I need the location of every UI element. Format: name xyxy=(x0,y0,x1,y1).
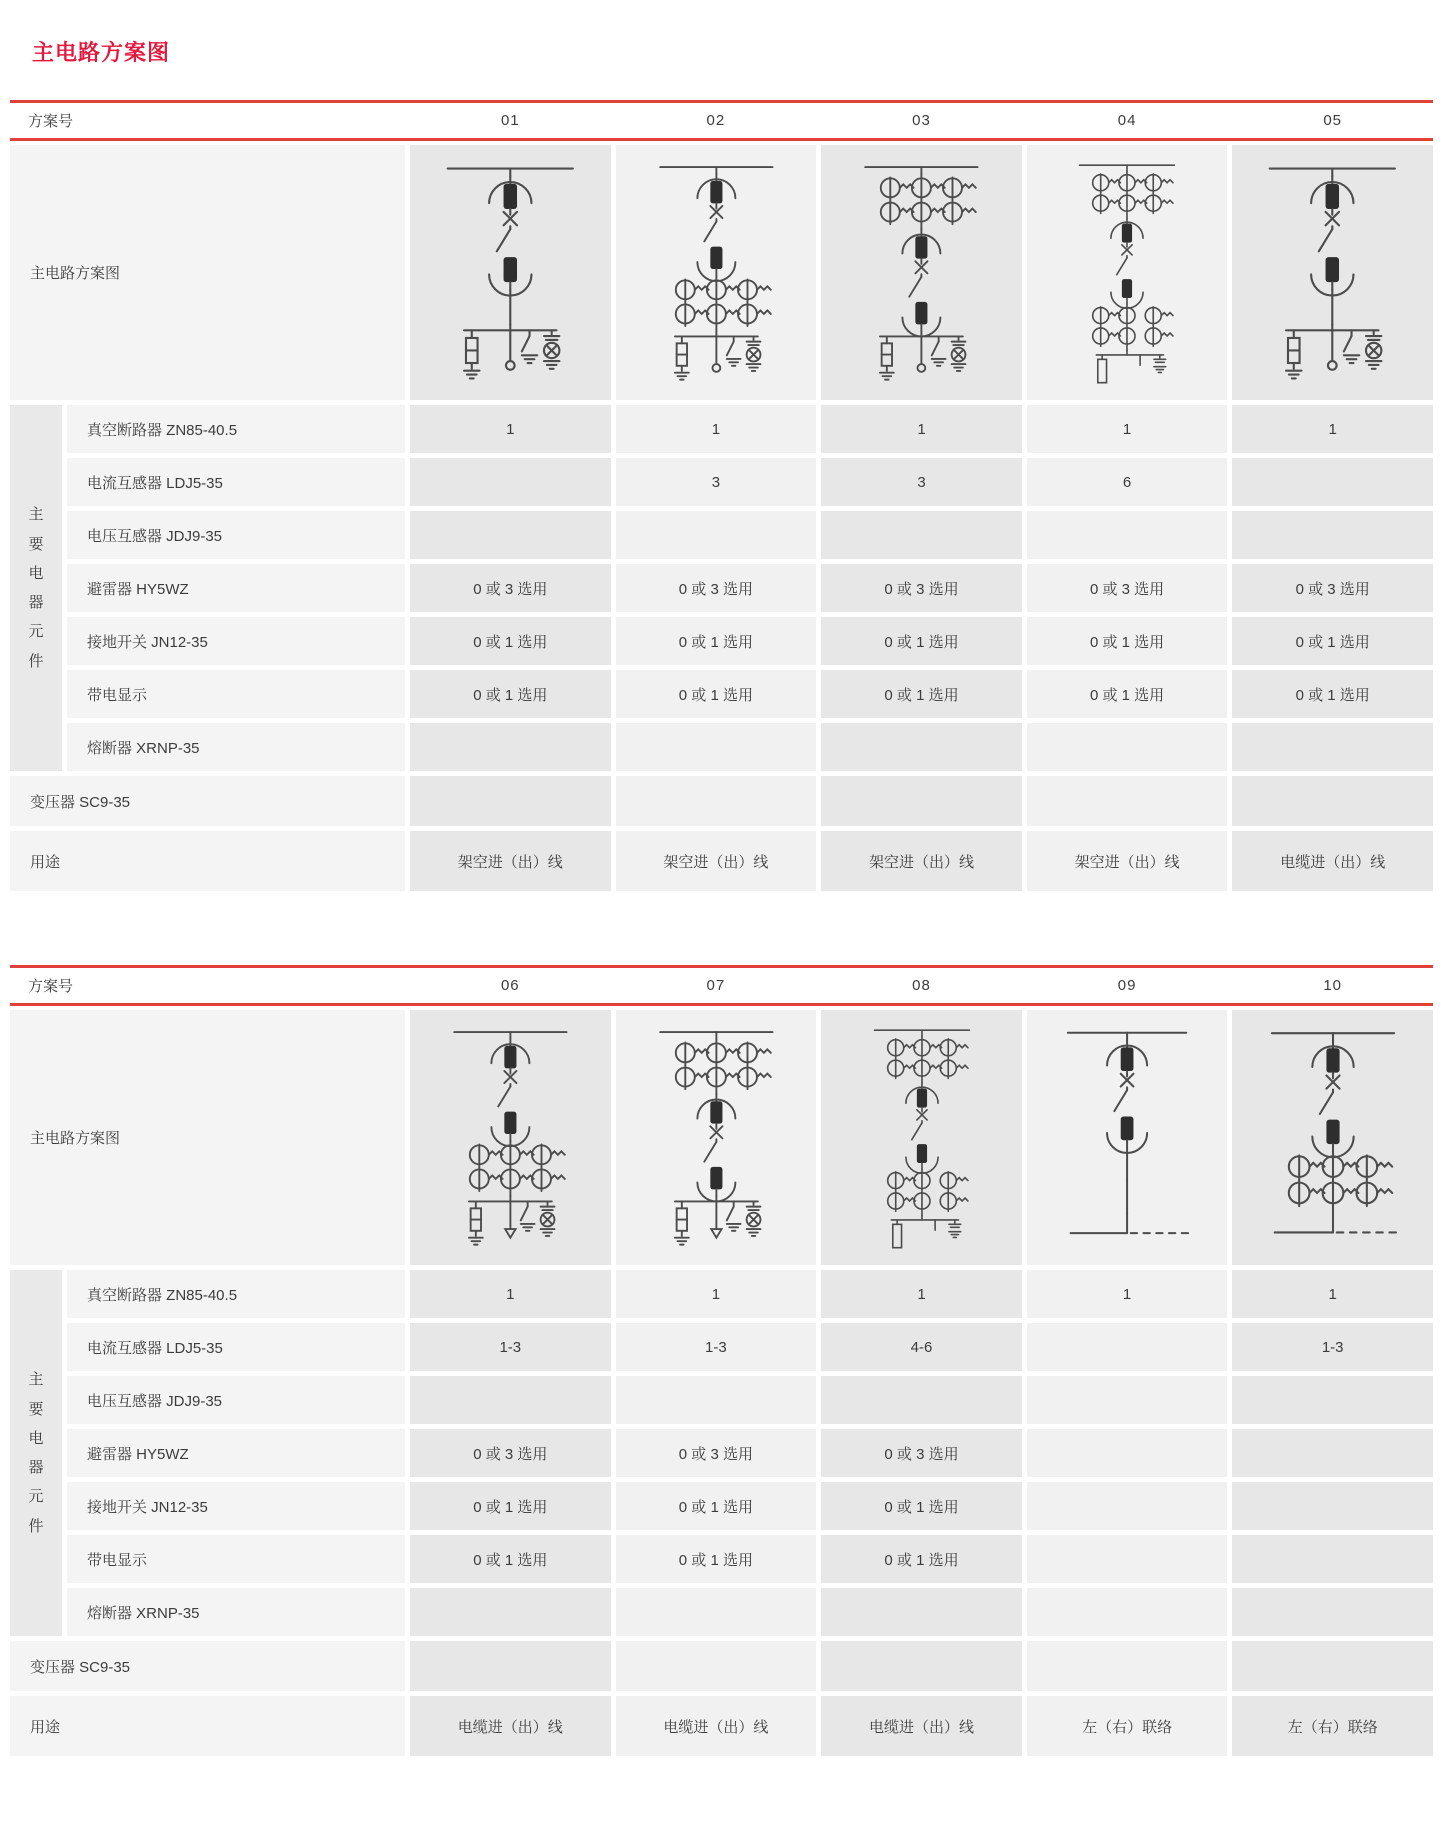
component-value: 0 或 1 选用 xyxy=(616,670,817,718)
component-value: 1 xyxy=(1232,405,1433,453)
component-value xyxy=(1232,458,1433,506)
scheme-01-diagram xyxy=(410,145,611,400)
component-value xyxy=(1027,1376,1228,1424)
transformer-value xyxy=(410,1641,611,1691)
component-value: 0 或 3 选用 xyxy=(1027,564,1228,612)
component-value xyxy=(410,458,611,506)
component-label: 电流互感器 LDJ5-35 xyxy=(67,1323,405,1371)
component-value xyxy=(1232,1588,1433,1636)
component-value xyxy=(410,511,611,559)
component-label: 避雷器 HY5WZ xyxy=(67,564,405,612)
scheme-03-diagram xyxy=(821,145,1022,400)
component-value: 1-3 xyxy=(616,1323,817,1371)
component-value: 0 或 1 选用 xyxy=(410,670,611,718)
component-value: 0 或 3 选用 xyxy=(821,1429,1022,1477)
component-value: 6 xyxy=(1027,458,1228,506)
transformer-value xyxy=(821,1641,1022,1691)
usage-value: 左（右）联络 xyxy=(1027,1696,1228,1756)
component-value xyxy=(821,1588,1022,1636)
component-value: 0 或 1 选用 xyxy=(616,617,817,665)
component-value xyxy=(1027,1588,1228,1636)
component-value: 1 xyxy=(410,1270,611,1318)
scheme-number-05: 05 xyxy=(1323,112,1343,129)
component-value xyxy=(410,723,611,771)
component-value: 3 xyxy=(616,458,817,506)
component-value xyxy=(616,511,817,559)
component-value xyxy=(1232,1429,1433,1477)
component-value: 0 或 1 选用 xyxy=(821,1535,1022,1583)
component-value: 0 或 3 选用 xyxy=(1232,564,1433,612)
usage-value: 电缆进（出）线 xyxy=(821,1696,1022,1756)
diagram-row-label: 主电路方案图 xyxy=(10,1010,405,1265)
usage-label: 用途 xyxy=(10,831,405,891)
scheme-number-02: 02 xyxy=(706,112,726,129)
component-label: 接地开关 JN12-35 xyxy=(67,617,405,665)
scheme-number-09: 09 xyxy=(1117,977,1137,994)
component-value: 0 或 1 选用 xyxy=(821,670,1022,718)
transformer-value xyxy=(1027,1641,1228,1691)
scheme-08-diagram xyxy=(821,1010,1022,1265)
usage-value: 架空进（出）线 xyxy=(616,831,817,891)
scheme-table-06-10 xyxy=(10,965,1433,1756)
component-value: 0 或 1 选用 xyxy=(616,1482,817,1530)
scheme-04-diagram xyxy=(1027,145,1228,400)
component-label: 熔断器 XRNP-35 xyxy=(67,723,405,771)
component-value xyxy=(821,723,1022,771)
scheme-no-label: 方案号 xyxy=(28,978,74,995)
scheme-06-diagram xyxy=(410,1010,611,1265)
component-value: 3 xyxy=(821,458,1022,506)
component-value: 1 xyxy=(616,1270,817,1318)
scheme-number-07: 07 xyxy=(706,977,726,994)
component-value: 0 或 3 选用 xyxy=(616,564,817,612)
transformer-value xyxy=(616,1641,817,1691)
usage-value: 架空进（出）线 xyxy=(1027,831,1228,891)
component-value xyxy=(1232,723,1433,771)
transformer-value xyxy=(1232,776,1433,826)
scheme-table-01-05 xyxy=(10,100,1433,891)
component-label: 带电显示 xyxy=(67,1535,405,1583)
scheme-number-03: 03 xyxy=(912,112,931,129)
scheme-number-04: 04 xyxy=(1117,112,1137,129)
diagram-row-label: 主电路方案图 xyxy=(10,145,405,400)
component-value: 1-3 xyxy=(410,1323,611,1371)
component-value: 1 xyxy=(821,405,1022,453)
transformer-label: 变压器 SC9-35 xyxy=(10,1641,405,1691)
component-value: 0 或 1 选用 xyxy=(821,617,1022,665)
component-group-label: 主 要 电 器 元 件 xyxy=(10,1270,62,1636)
component-label: 避雷器 HY5WZ xyxy=(67,1429,405,1477)
component-value: 0 或 3 选用 xyxy=(821,564,1022,612)
component-value xyxy=(821,511,1022,559)
component-value xyxy=(1232,1535,1433,1583)
single-line-diagram-svg xyxy=(1236,155,1429,390)
component-value xyxy=(1027,1429,1228,1477)
single-line-diagram-svg xyxy=(630,155,803,390)
scheme-02-diagram xyxy=(616,145,817,400)
component-value: 1 xyxy=(821,1270,1022,1318)
component-value: 1 xyxy=(616,405,817,453)
transformer-value xyxy=(821,776,1022,826)
component-value: 0 或 3 选用 xyxy=(616,1429,817,1477)
component-value xyxy=(821,1376,1022,1424)
usage-value: 电缆进（出）线 xyxy=(616,1696,817,1756)
component-value: 1 xyxy=(1027,1270,1228,1318)
transformer-value xyxy=(1232,1641,1433,1691)
single-line-diagram-svg xyxy=(835,155,1008,390)
single-line-diagram-svg xyxy=(424,1020,597,1255)
component-value: 0 或 1 选用 xyxy=(616,1535,817,1583)
component-label: 电压互感器 JDJ9-35 xyxy=(67,511,405,559)
usage-label: 用途 xyxy=(10,1696,405,1756)
scheme-table-body xyxy=(10,1010,1433,1756)
component-value: 1 xyxy=(1232,1270,1433,1318)
component-value xyxy=(1027,1323,1228,1371)
component-label: 真空断路器 ZN85-40.5 xyxy=(67,1270,405,1318)
scheme-05-diagram xyxy=(1232,145,1433,400)
scheme-table-body xyxy=(10,145,1433,891)
scheme-09-diagram xyxy=(1027,1010,1228,1265)
component-label: 熔断器 XRNP-35 xyxy=(67,1588,405,1636)
component-value xyxy=(1027,723,1228,771)
component-value xyxy=(616,723,817,771)
component-value: 0 或 1 选用 xyxy=(1232,670,1433,718)
component-value xyxy=(616,1588,817,1636)
usage-value: 电缆进（出）线 xyxy=(410,1696,611,1756)
transformer-value xyxy=(410,776,611,826)
usage-value: 电缆进（出）线 xyxy=(1232,831,1433,891)
component-value: 1 xyxy=(1027,405,1228,453)
single-line-diagram-svg xyxy=(1054,155,1200,390)
component-label: 电流互感器 LDJ5-35 xyxy=(67,458,405,506)
single-line-diagram-svg xyxy=(1239,1020,1427,1255)
page-title: 主电路方案图 xyxy=(32,40,171,65)
component-label: 电压互感器 JDJ9-35 xyxy=(67,1376,405,1424)
scheme-header-row xyxy=(10,100,1433,141)
component-value: 4-6 xyxy=(821,1323,1022,1371)
transformer-label: 变压器 SC9-35 xyxy=(10,776,405,826)
component-value: 0 或 3 选用 xyxy=(410,564,611,612)
scheme-no-label: 方案号 xyxy=(28,113,74,130)
scheme-tables xyxy=(10,100,1433,1756)
single-line-diagram-svg xyxy=(1036,1020,1218,1255)
scheme-number-08: 08 xyxy=(912,977,931,994)
component-value xyxy=(1232,1482,1433,1530)
transformer-value xyxy=(1027,776,1228,826)
component-value: 0 或 1 选用 xyxy=(410,1535,611,1583)
component-value xyxy=(1027,1535,1228,1583)
component-value: 0 或 1 选用 xyxy=(410,1482,611,1530)
usage-value: 架空进（出）线 xyxy=(821,831,1022,891)
component-value xyxy=(1027,511,1228,559)
component-label: 带电显示 xyxy=(67,670,405,718)
single-line-diagram-svg xyxy=(630,1020,803,1255)
component-value: 0 或 1 选用 xyxy=(1027,670,1228,718)
usage-value: 架空进（出）线 xyxy=(410,831,611,891)
scheme-number-10: 10 xyxy=(1323,977,1343,994)
component-value: 0 或 3 选用 xyxy=(410,1429,611,1477)
component-value xyxy=(410,1588,611,1636)
component-value: 0 或 1 选用 xyxy=(410,617,611,665)
component-label: 真空断路器 ZN85-40.5 xyxy=(67,405,405,453)
component-value xyxy=(616,1376,817,1424)
scheme-number-01: 01 xyxy=(500,112,520,129)
single-line-diagram-svg xyxy=(414,155,607,390)
component-value: 0 或 1 选用 xyxy=(1232,617,1433,665)
scheme-10-diagram xyxy=(1232,1010,1433,1265)
single-line-diagram-svg xyxy=(849,1020,995,1255)
component-value: 0 或 1 选用 xyxy=(1027,617,1228,665)
component-value: 0 或 1 选用 xyxy=(821,1482,1022,1530)
component-value: 1-3 xyxy=(1232,1323,1433,1371)
scheme-07-diagram xyxy=(616,1010,817,1265)
scheme-header-row xyxy=(10,965,1433,1006)
component-value: 1 xyxy=(410,405,611,453)
component-label: 接地开关 JN12-35 xyxy=(67,1482,405,1530)
usage-value: 左（右）联络 xyxy=(1232,1696,1433,1756)
transformer-value xyxy=(616,776,817,826)
component-value xyxy=(410,1376,611,1424)
component-group-label: 主 要 电 器 元 件 xyxy=(10,405,62,771)
component-value xyxy=(1027,1482,1228,1530)
component-value xyxy=(1232,1376,1433,1424)
component-value xyxy=(1232,511,1433,559)
scheme-number-06: 06 xyxy=(500,977,520,994)
